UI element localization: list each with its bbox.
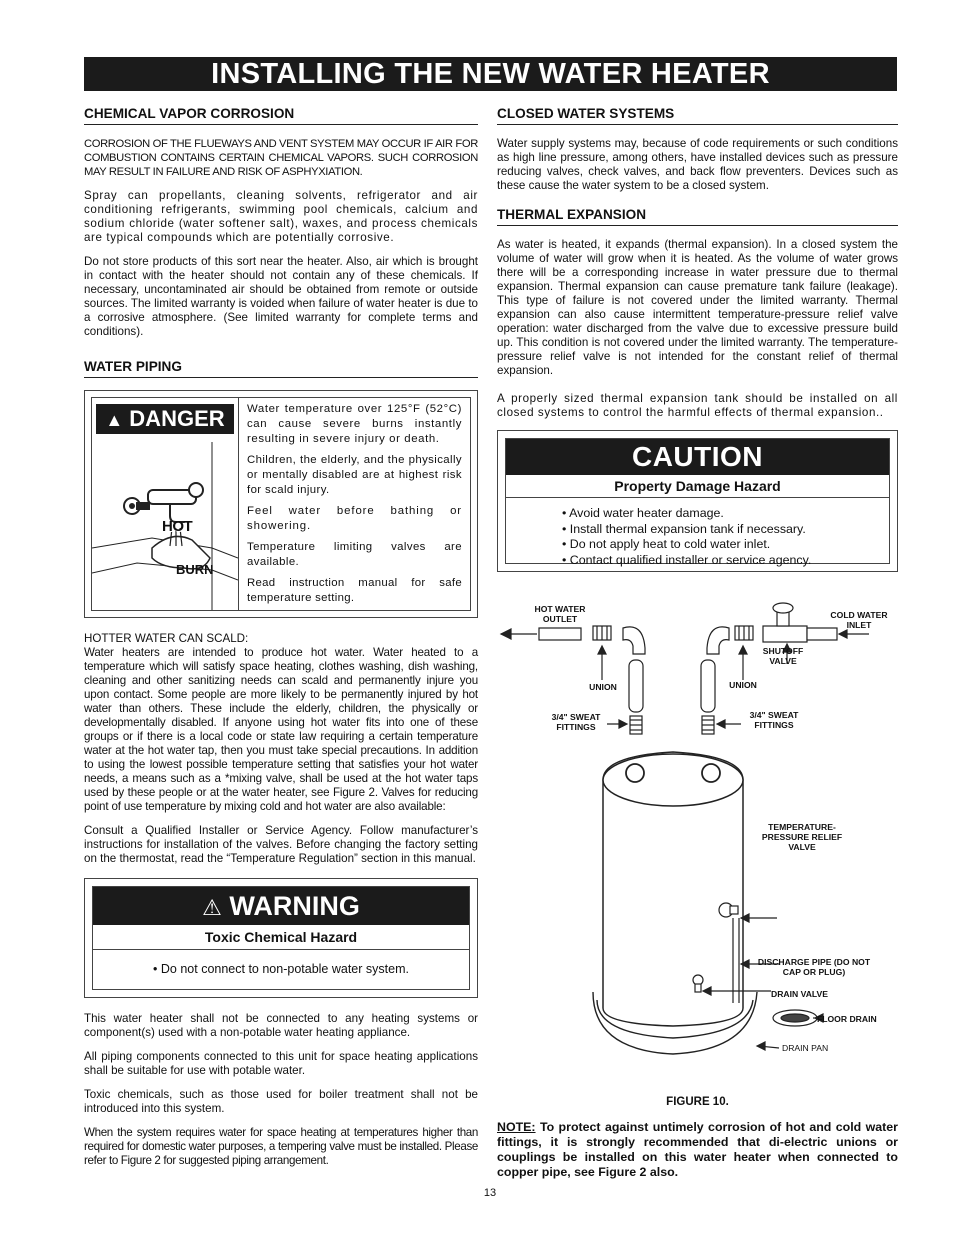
- scald-paragraph: Water heaters are intended to produce hot water. Water heated to a temperature which will satisfy space heating, clothes washing, dish washing, cleaning and other sanitizing needs can scald and permanently injure you upon contact. Some people are more likely to be permanently injured by hot water than others. These include the elderly, children, the physically or developmentally disabled. If anyone using hot water fits into one of these groups or if there is a local code or state law requiring a certain temperature water at the hot water tap, then you must take special precautions. In addition to using the lowest possible temperature setting that satisfies your hot water needs, a means such as a *mixing valve, shall be used at the hot water taps used by these people or at the water heater, see Figure 2. Valves for reducing point of use temperature by mixing cold and hot water are also available:: [84, 646, 478, 813]
- caution-item: • Avoid water heater damage.: [562, 506, 724, 520]
- closed-systems-paragraph: Water supply systems may, because of code requirements or such conditions as high line pressure, among others, have installed devices such as pressure reducing valves, check valves, and back flow preventers. Devices such as these cause the water system to be a closed system.: [497, 137, 898, 192]
- note-block: [497, 1120, 898, 1180]
- closed-water-systems-heading: CLOSED WATER SYSTEMS: [497, 106, 898, 125]
- caution-list: [506, 498, 889, 568]
- page-title: INSTALLING THE NEW WATER HEATER: [84, 57, 897, 91]
- figure-caption: FIGURE 10.: [666, 1096, 729, 1108]
- warning-subtitle: Toxic Chemical Hazard: [93, 925, 469, 950]
- sweat-fittings-right-label: 3/4" SWEAT FITTINGS: [749, 710, 799, 730]
- discharge-pipe-label: DISCHARGE PIPE (DO NOT CAP OR PLUG): [757, 957, 871, 977]
- chemical-warning-paragraph: CORROSION OF THE FLUEWAYS AND VENT SYSTEM MAY OCCUR IF AIR FOR COMBUSTION CONTAINS CERTAIN CHEMICAL VAPORS. SUCH CORROSION MAY RESULT IN FAILURE AND RISK OF ASPHYXIATION.: [84, 138, 478, 178]
- caution-label: CAUTION: [506, 439, 889, 475]
- caution-sign: [497, 430, 898, 572]
- warning-label: ⚠ WARNING: [93, 887, 469, 925]
- warning-triangle-icon: ▲: [105, 410, 124, 430]
- cold-water-inlet-label: COLD WATER INLET: [830, 610, 888, 630]
- danger-item: Feel water before bathing or showering.: [247, 505, 462, 532]
- toxic-chemicals-paragraph: Toxic chemicals, such as those used for boiler treatment shall not be introduced into this system.: [84, 1088, 478, 1115]
- water-heater-diagram: [497, 588, 898, 1058]
- hot-art-label: HOT: [162, 518, 193, 535]
- shutoff-valve-label: SHUTOFF VALVE: [762, 646, 804, 666]
- expansion-tank-paragraph: A properly sized thermal expansion tank should be installed on all closed systems to control the harmful effects of thermal expansion..: [497, 392, 898, 419]
- right-column: [497, 106, 898, 1179]
- caution-item: • Do not apply heat to cold water inlet.: [562, 537, 771, 551]
- drain-valve-label: DRAIN VALVE: [771, 989, 828, 999]
- danger-label: ▲ DANGER: [96, 404, 234, 434]
- union-right-label: UNION: [729, 680, 757, 690]
- warning-item: • Do not connect to non-potable water system.: [153, 962, 409, 976]
- consult-paragraph: Consult a Qualified Installer or Service Agency. Follow manufacturer’s instructions for installation of the valves. Before changing the factory setting on the thermostat, read the “Temperature Regulation” section in this manual.: [84, 824, 478, 865]
- danger-item: Children, the elderly, and the physically or mentally disabled are at highest risk for scald injury.: [247, 454, 462, 496]
- note-label: NOTE:: [497, 1120, 536, 1134]
- drain-pan-label: DRAIN PAN: [782, 1043, 829, 1053]
- danger-item: Temperature limiting valves are available.: [247, 541, 462, 568]
- caution-item: • Install thermal expansion tank if necessary.: [562, 521, 806, 536]
- tp-relief-valve-label: TEMPERATURE-PRESSURE RELIEF VALVE: [761, 822, 843, 852]
- water-piping-heading: WATER PIPING: [84, 359, 478, 378]
- union-left-label: UNION: [589, 682, 617, 692]
- warning-triangle-icon: ⚠: [202, 895, 222, 920]
- tempering-valve-paragraph: When the system requires water for space heating at temperatures higher than required for domestic water purposes, a tempering valve must be installed. Please refer to Figure 2 for suggested piping arrangement.: [84, 1126, 478, 1167]
- scald-illustration: [92, 398, 239, 610]
- caution-subtitle: Property Damage Hazard: [506, 475, 889, 498]
- thermal-expansion-heading: THERMAL EXPANSION: [497, 207, 898, 226]
- left-column: [84, 106, 478, 1178]
- sweat-fittings-left-label: 3/4" SWEAT FITTINGS: [551, 712, 601, 732]
- burn-art-label: BURN: [176, 562, 214, 577]
- non-potable-paragraph: This water heater shall not be connected to any heating systems or component(s) used with a non-potable water heating appliance.: [84, 1012, 478, 1039]
- scald-heading: HOTTER WATER CAN SCALD:: [84, 632, 249, 645]
- chemical-compounds-paragraph: Spray can propellants, cleaning solvents, refrigerator and air conditioning refrigerants, swimming pool chemicals, calcium and sodium chloride (water softener salt), waxes, and process chemicals are typical compounds which are potentially corrosive.: [84, 189, 478, 244]
- note-text: To protect against untimely corrosion of hot and cold water fittings, it is strongly recommended that di-electric unions or couplings be installed on this water heater when connected to copper pipe, see Figure 2 also.: [497, 1120, 898, 1179]
- hot-water-outlet-label: HOT WATER OUTLET: [534, 604, 586, 624]
- page-number: 13: [483, 1187, 497, 1199]
- danger-item: Read instruction manual for safe temperature setting.: [247, 577, 462, 604]
- chemical-vapor-heading: CHEMICAL VAPOR CORROSION: [84, 106, 478, 125]
- danger-sign: [84, 390, 478, 618]
- thermal-expansion-paragraph: As water is heated, it expands (thermal expansion). In a closed system the volume of water will grow when it is heated. As the volume of water grows there will be a corresponding increase in water pressure due to thermal expansion. Thermal expansion can cause premature tank failure (leakage). This type of failure is not covered under the limited warranty. Thermal expansion can also cause intermittent temperature-pressure relief valve operation: water discharged from the valve due to excessive pressure build up. This condition is not covered under the limited warranty. The temperature-pressure relief valve is not intended for the constant relief of thermal expansion.: [497, 238, 898, 377]
- floor-drain-label: FLOOR DRAIN: [817, 1014, 877, 1024]
- danger-item: Water temperature over 125°F (52°C) can cause severe burns instantly resulting in severe injury or death.: [247, 403, 462, 445]
- warning-sign: [84, 878, 478, 998]
- caution-item: • Contact qualified installer or service agency.: [562, 552, 812, 567]
- chemical-storage-paragraph: Do not store products of this sort near the heater. Also, air which is brought in contact with the heater should not contain any of these chemicals. If necessary, uncontaminated air should be obtained from remote or outside sources. The limited warranty is voided when failure of water heater is due to a corrosive atmosphere. (See limited warranty for complete terms and conditions).: [84, 255, 478, 338]
- faucet-hand-icon: [92, 398, 238, 610]
- danger-text: [239, 398, 470, 610]
- potable-components-paragraph: All piping components connected to this unit for space heating applications shall be suitable for use with potable water.: [84, 1050, 478, 1077]
